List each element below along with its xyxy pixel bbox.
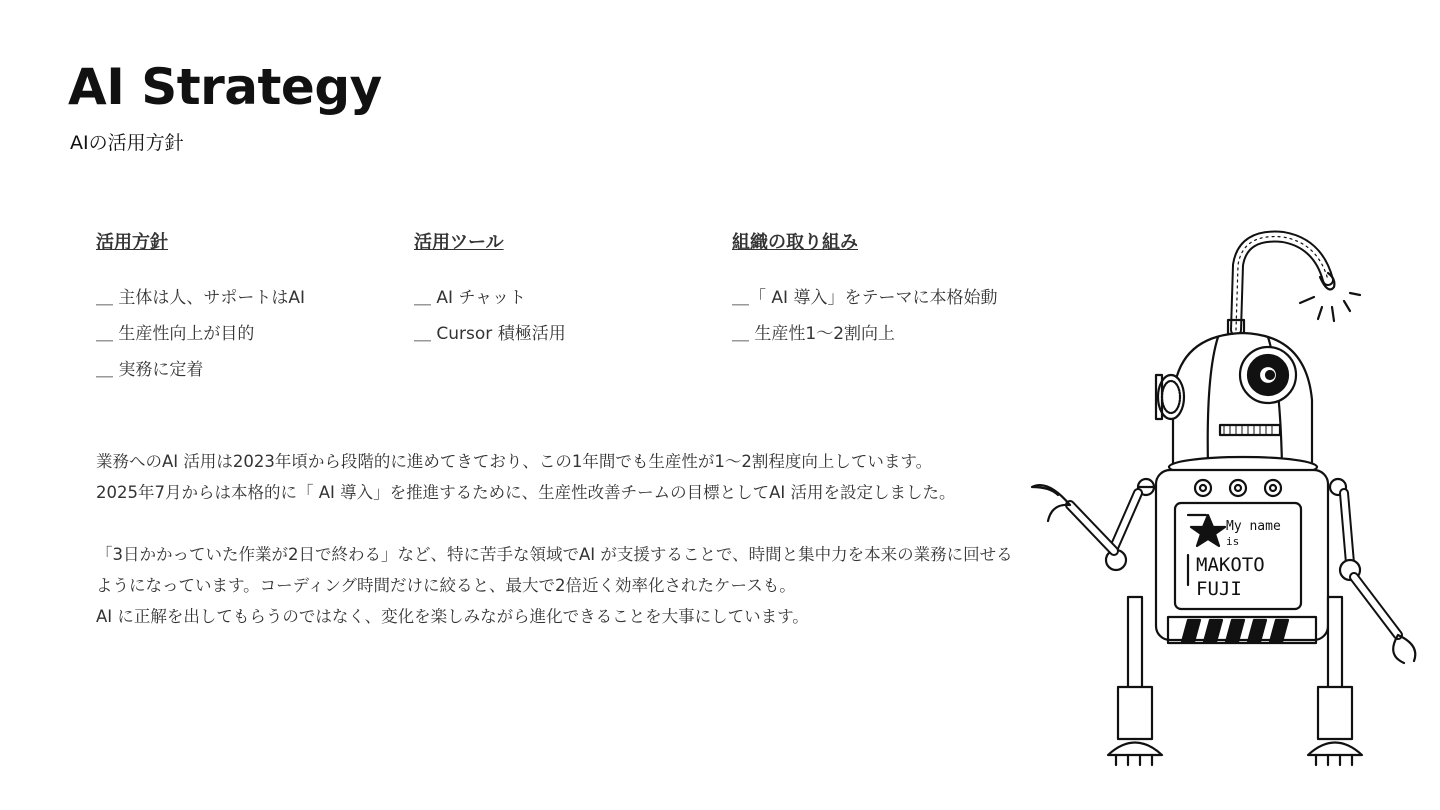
body-paragraph: 業務へのAI 活用は2023年頃から段階的に進めてきており、この1年間でも生産性が1～2割程度向上しています。 <box>96 452 933 471</box>
list-item: ＿「 AI 導入」をテーマに本格始動 <box>732 288 998 308</box>
column-heading: 活用ツール <box>414 232 504 253</box>
list-item: ＿ Cursor 積極活用 <box>414 324 566 344</box>
robot-illustration <box>1028 225 1428 785</box>
body-paragraph: 2025年7月からは本格的に「 AI 導入」を推進するために、生産性改善チームの目標としてAI 活用を設定しました。 <box>96 483 956 502</box>
badge-text: My name <box>1226 519 1281 534</box>
badge-text: MAKOTO <box>1196 554 1265 576</box>
badge-text: FUJI <box>1196 578 1242 600</box>
column-heading: 組織の取り組み <box>732 232 858 253</box>
column-policy <box>96 230 396 388</box>
body-paragraph: AI に正解を出してもらうのではなく、変化を楽しみながら進化できることを大事にしています。 <box>96 607 809 626</box>
list-item: ＿ 生産性1～2割向上 <box>732 324 896 344</box>
page-title: AI Strategy <box>68 58 382 116</box>
list-item: ＿ 実務に定着 <box>96 360 204 380</box>
body-paragraph: 「3日かかっていた作業が2日で終わる」など、特に苦手な領域でAI が支援することで、時間と集中力を本来の業務に回せるようになっています。コーディング時間だけに絞ると、最大で2倍近く効率化されたケースも。 <box>96 545 1013 595</box>
body-text <box>96 446 1016 632</box>
list-item: ＿ AI チャット <box>414 288 526 308</box>
list-item: ＿ 生産性向上が目的 <box>96 324 255 344</box>
column-heading: 活用方針 <box>96 232 168 253</box>
badge-text: is <box>1226 535 1240 548</box>
column-tools <box>414 230 714 352</box>
column-organization <box>732 230 1052 352</box>
page-subtitle: AIの活用方針 <box>70 132 184 154</box>
list-item: ＿ 主体は人、サポートはAI <box>96 288 306 308</box>
